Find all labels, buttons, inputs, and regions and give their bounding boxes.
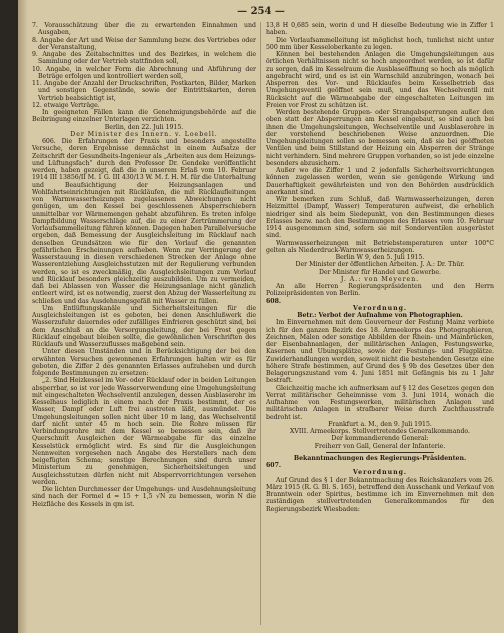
right-paragraph: Wir bemerken zum Schluß, daß Warmwasserheizungen, deren Heizmittel (Dampf, Wasser) Temperaturen aufweist, die erheblich niedriger sind als beim Siedepunkt, von den Bestimmungen dieses Erlasses bezw. nach den Bestimmungen des Erlasses vom 10. Februar 1914 ausgenommen sind, sofern sie mit Sonderventilen ausgerüstet sind. <box>266 196 494 240</box>
right-paragraph: 13,8 H 0,685 sein, worin d und H dieselbe Bedeutung wie in Ziffer 1 haben. <box>266 22 494 37</box>
right-paragraph: Frankfurt a. M., den 9. Juli 1915. <box>328 420 432 428</box>
page-header: — 254 — <box>237 6 285 17</box>
column-divider <box>260 22 261 625</box>
left-paragraph: 10. Angabe, in welcher Form die Abrechnung und Abführung der Beträge erfolgen und kontrolliert werden soll, <box>32 65 256 80</box>
right-paragraph: Freiherr von Gall, General der Infanterie. <box>314 442 446 450</box>
right-paragraph: Die Vorlaufsammelleitung ist möglichst hoch, tunlichst nicht unter 500 mm über Kesseloberkante zu legen. <box>266 36 494 51</box>
right-paragraph: Können bei bestehenden Anlagen die Umgehungsleitungen aus örtlichen Verhältnissen nicht so hoch angeordnet werden, so ist dafür zu sorgen, daß im Kesselraum die Ausblaseöffnung so hoch als möglich angebracht wird, und es ist ein Warnschild anzubringen, wonach bei Absperren des Vor- und Rücklaufes beim Kesselbetrieb das Umgehungsventil geöffnet sein muß, und das Wechselventil mit Rücksicht auf die Wärmeabgabe der eingeschalteten Leitungen im Freien vor Frost zu schützen ist. <box>266 51 494 109</box>
right-paragraph: An alle Herren Regierungspräsidenten und den Herrn Polizeipräsidenten von Berlin. <box>266 283 494 298</box>
left-paragraph: Berlin, den 22. Juli 1915. <box>104 123 184 131</box>
right-column <box>266 22 494 627</box>
left-paragraph: Der Minister des Innern. v. Loebell. <box>70 130 218 138</box>
right-paragraph: 607. <box>266 462 282 469</box>
right-paragraph: Berlin W 9, den 5. Juli 1915. <box>335 254 425 261</box>
left-paragraph: Die lichten Durchmesser der Umgehungs- und Ausdehnungsleitung sind nach der Formel d = 15 + 1,5 √N zu bemessen, worin N die Heizfläche des Kessels in qm ist. <box>32 486 256 508</box>
left-paragraph: Unter diesen Umständen und in Berücksichtigung der bei den erwähnten Versuchen gewonnenen Erfahrungen halten wir es für geboten, die Ziffer 2 des genannten Erlasses aufzuheben und durch folgende Bestimmungen zu ersetzen: <box>32 348 256 377</box>
left-paragraph: Um Entlüftungskanäle und Sicherheitsleitungen für die Ausgleichsleitungen ist es geboten, bei denen Anschlußwerk die Wasserzufuhr dauerndes oder zufälliges Einfrieren geschützt sind, bei dem Anschluß an die Versorgungsleitung, der bei Frost gegen Rücklauf eingebaut bleiben sollte, die gewöhnlichen Vorschriften des Rücklaufs und Wasserzuflusses maßgebend sein. <box>32 304 256 348</box>
right-paragraph: 608. <box>266 297 282 305</box>
right-paragraph: Betr.: Verbot der Aufnahme von Photographien. <box>297 312 463 319</box>
page-number: 254 <box>250 6 272 17</box>
section-rule <box>326 452 434 453</box>
right-paragraph: Warmwasserheizungen mit Betriebstemperaturen unter 100°C gelten als Niederdruck-Warmwasserheizungen. <box>266 239 494 254</box>
right-paragraph: J. A.: von Meyeren. <box>340 275 420 283</box>
right-paragraph: Der Minister der öffentlichen Arbeiten. J. A.: Dr. Thür. <box>295 261 465 269</box>
left-paragraph: 11. Angabe der Anzahl der Druckschriften, Postkarten, Bilder, Marken und sonstigen Gegenstände, sowie der Eintrittskarten, deren Vertrieb beabsichtigt ist, <box>32 80 256 102</box>
right-paragraph: Werden bestehende Gruppen- oder Strangabsperrungen außer den oben statt der Absperrungen am Kessel eingebaut, so sind auch bei ihnen die Umgehungsleitungen, Wechselventile und Ausblaserohre in der vorstehend beschriebenen Weise anzuordnen. Die Umgehungsleitungen sollen so bemessen sein, daß sie bei geöffneten Ventilen und beim Stillstand der Heizung ein Absperren der Stränge nicht verhindern. Sind mehrere Gruppen vorhanden, so ist jede einzelne besonders abzusichern. <box>266 109 494 167</box>
right-paragraph: XVIII. Armeekorps. Stellvertretendes Generalkommando. <box>289 428 471 435</box>
right-paragraph: Der Minister für Handel und Gewerbe. <box>319 268 441 276</box>
right-paragraph: Im Einvernehmen mit dem Gouverneur der Festung Mainz verbiete ich für den ganzen Bezirk des 18. Armeekorps das Photographieren, Zeichnen, Malen oder sonstige Abbilden der Rhein- und Mainbrücken, der Eisenbahnanlagen, der militärischen Anlagen, Festungswerke, Kasernen und Ubungsplätze, sowie der Festungs- und Flugplätze. Zuwiderhandlungen werden, soweit nicht die bestehenden Gesetze eine höhere Strafe bestimmen, auf Grund des § 9b des Gesetzes über den Belagerungszustand vom 4. Juni 1851 mit Gefängnis bis zu 1 Jahr bestraft. <box>266 319 494 385</box>
left-paragraph: 7. Vorausschätzung über die zu erwartenden Einnahmen und Ausgaben, <box>32 22 256 37</box>
left-paragraph: 606. Die Erfahrungen der Praxis und besonders angestellte Versuche, deren Ergebnisse demnächst in einem Aufsatze der Zeitschrift der Gesundheits-Ingenieur als „Arbeiten aus dem Heizungs- und Lüftungsfach“ durch den Professor Dr. Gendeke veröffentlicht werden, haben gezeigt, daß die in unserem Erlaß vom 10. Februar 1914 III 13856/II M. 1 G. III 430/13 W. M. f. H. M. für die Unterhaltung und Beaufsichtigung der Heizungsanlagen und Wohlfahrtseinrichtungen mit Rückläufen, die mit Rücklaufleitungen von Warmwasserheizungen zugelassenen Abweichungen nicht genügen, um den Kessel bei geschlossenen Absperrschiebern unmittelbar vor Wärmemengen gehabt abzuführen. Es treten infolge Dampfbildung Wasserschläge auf, die zu einer Zertrümmerung der Vorlaufsammelleitung führen können. Dagegen haben Parallelversuche ergeben, daß Bemessung der Ausgleichsleitung im Rücklauf nach denselben Grundsätzen wie für den Vorlauf die genannten gefährlichen Erscheinungen aufheben. Wenn zur Verringerung der Wasserstauung in diesen verschiedenen Strecken der Anlage ohne Wasserentziehung Ausgleichsstutzen mit der Regulierung verbunden werden, so ist es zweckmäßig, die Ausgleichsleitungen zum Vorlauf und Rücklauf besonders gleichzeitig auszubilden. Um zu vermeiden, daß bei Ablassen von Wasser die Heizungsanlage nicht gänzlich entleert wird, ist es notwendig, zuerst den Abzug der Wasserleitung zu schließen und das Ausdehnungsgefäß mit Wasser zu füllen. <box>32 138 256 305</box>
left-paragraph: 8. Angabe der Art und Weise der Sammlung bezw. des Vertriebes oder der Veranstaltung, <box>32 36 256 51</box>
left-paragraph: 12. etwaige Verträge. <box>32 101 100 109</box>
right-paragraph: Der kommandierende General: <box>331 435 429 443</box>
right-paragraph: Auf Grund des § 1 der Bekanntmachung des Reichskanzlers vom 26. März 1915 (R. G. Bl. S. 165), betreffend den Ausschank und Verkauf von Branntwein oder Spiritus, bestimme ich im Einvernehmen mit den zuständigen stellvertretenden Generalkommandos für den Regierungsbezirk Wiesbaden: <box>266 476 494 513</box>
left-paragraph: „2. Sind Heizkessel im Vor- oder Rücklauf oder in beiden Leitungen absperrbar, so ist vor jede Wasserverwendung eine Umgehungsleitung mit eingeschalteten Wechselventil anzulegen, dessen Ausblaserohr im Kesselhaus lediglich in einem nach der Praxis bestimmt, der es Wasser, Dampf oder Luft frei austreten läßt, ausmündet. Die Umgehungsleitungen sollen nicht über 10 m lang, das Wechselventil darf nicht unter 45 m hoch sein. Die Rohre müssen für Verbindungsrohre mit dem Kessel so bemessen sein, daß ihr Querschnitt Ausgleichen der Wärmeabgabe für das einzelne Kesselstück ermöglicht wird. Es sind für die Ausgleichungen Nennweiten vorgesehen nach Angabe des Herstellers nach dem beigefügten Schema; sonstige Berechnungen sind durch unser Ministerium zu genehmigen, Sicherheitsleitungen und Ausgleichsstutzen dürfen nicht mit Absperrvorrichtungen versehen werden. <box>32 377 256 486</box>
right-paragraph: Außer wo die Ziffer 1 und 2 jedenfalls Sicherheitsvorrichtungen können zugelassen werden, wenn sie genügende Wirkung und Dauerhaftigkeit gewährleisten und von den Behörden ausdrücklich anerkannt sind. <box>266 167 494 196</box>
right-paragraph: Verordnung. <box>352 469 408 477</box>
right-paragraph: Bekanntmachungen des Regierungs-Präsidenten. <box>293 454 467 462</box>
right-paragraph: Gleichzeitig mache ich aufmerksam auf § 12 des Gesetzes gegen den Verrat militärischer Geheimnisse vom 3. Juni 1914, wonach die Aufnahme von Festungswerken, militärischen Anlagen und militärischen Anlagen in strafbarer Weise durch Zuchthausstrafe bedroht ist. <box>266 384 494 421</box>
left-paragraph: 9. Angabe des Zeitabschnittes und des Bezirkes, in welchem die Sammlung oder der Vertrieb stattfinden soll, <box>32 51 256 66</box>
document-page <box>18 0 504 633</box>
left-paragraph: In geeigneten Fällen kann die Genehmigungsbehörde auf die Beibringung einzelner Unterlagen verzichten. <box>32 109 256 124</box>
right-paragraph: Verordnung. <box>352 304 408 312</box>
left-column <box>32 22 256 627</box>
